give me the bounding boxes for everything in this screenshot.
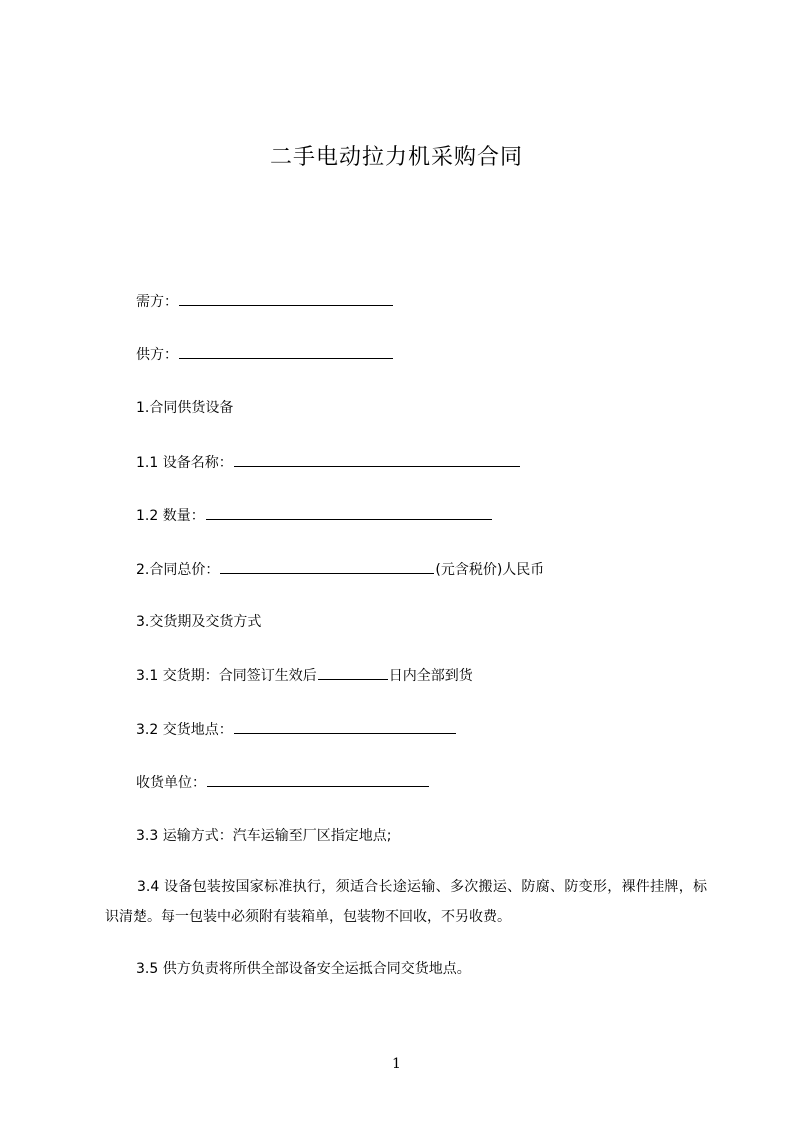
delivery-period-prefix: 3.1 交货期：合同签订生效后 bbox=[136, 668, 317, 684]
delivery-location-blank bbox=[234, 719, 456, 734]
delivery-location-line bbox=[136, 719, 457, 740]
buyer-line bbox=[136, 291, 394, 312]
delivery-days-blank bbox=[318, 665, 388, 680]
total-price-label: 2.合同总价： bbox=[136, 562, 220, 578]
packaging-paragraph: 3.4 设备包装按国家标准执行，须适合长途运输、多次搬运、防腐、防变形，裸件挂牌，标识清楚。每一包装中必须附有装箱单，包装物不回收，不另收费。 bbox=[105, 879, 707, 925]
page-number: 1 bbox=[392, 1056, 401, 1072]
delivery-location-label: 3.2 交货地点： bbox=[136, 722, 233, 738]
total-price-blank bbox=[220, 559, 434, 574]
receiver-blank bbox=[207, 772, 429, 787]
quantity-line bbox=[136, 505, 493, 526]
total-price-suffix: (元含税价)人民币 bbox=[435, 562, 545, 578]
equipment-name-label: 1.1 设备名称： bbox=[136, 455, 233, 471]
section3-heading: 3.交货期及交货方式 bbox=[136, 614, 262, 630]
transport-method: 3.3 运输方式：汽车运输至厂区指定地点; bbox=[136, 828, 392, 844]
seller-line bbox=[136, 344, 394, 365]
receiver-label: 收货单位： bbox=[136, 775, 206, 791]
quantity-label: 1.2 数量： bbox=[136, 508, 205, 524]
total-price-line bbox=[136, 559, 544, 580]
section1-heading: 1.合同供货设备 bbox=[136, 400, 234, 416]
receiver-line bbox=[136, 772, 430, 793]
delivery-responsibility: 3.5 供方负责将所供全部设备安全运抵合同交货地点。 bbox=[136, 961, 471, 977]
delivery-period-suffix: 日内全部到货 bbox=[388, 668, 473, 684]
buyer-blank bbox=[179, 291, 393, 306]
delivery-period-line bbox=[136, 665, 473, 686]
seller-blank bbox=[179, 344, 393, 359]
equipment-name-blank bbox=[234, 452, 520, 467]
contract-title: 二手电动拉力机采购合同 bbox=[269, 145, 523, 170]
seller-label: 供方： bbox=[136, 347, 178, 363]
equipment-name-line bbox=[136, 452, 521, 473]
quantity-blank bbox=[206, 505, 492, 520]
buyer-label: 需方： bbox=[136, 294, 178, 310]
